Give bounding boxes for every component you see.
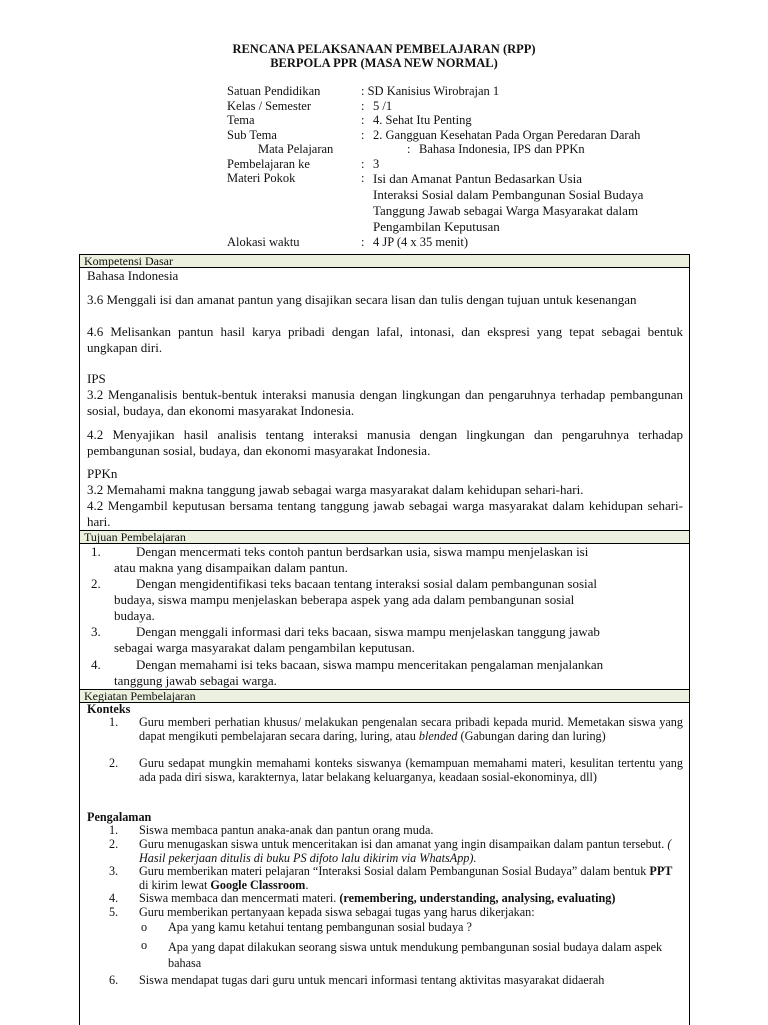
pengalaman-subtext: Apa yang kamu ketahui tentang pembangunan sosial budaya ?	[168, 920, 472, 934]
tujuan-text: Dengan mengidentifikasi teks bacaan tentang interaksi sosial dalam pembangunan sosial	[136, 576, 598, 591]
kelas-colon: :	[361, 98, 365, 113]
title-line-2: BERPOLA PPR (MASA NEW NORMAL)	[270, 56, 498, 70]
materi-colon: :	[361, 171, 365, 185]
pengalaman-num: 2.	[109, 837, 119, 851]
tujuan-num: 2.	[91, 576, 101, 591]
pengalaman-text	[139, 838, 683, 865]
kd-ips-4-2: 4.2 Menyajikan hasil analisis tentang interaksi manusia dengan lingkungan dan pengaruhnya terhadap pembangunan sosial, budaya, dan ekonomi masyarakat Indonesia.	[87, 427, 683, 458]
kd-ips-3-2: 3.2 Menganalisis bentuk-bentuk interaksi manusia dengan lingkungan dan pengaruhnya terhadap pembangunan sosial, budaya, dan ekonomi masyarakat Indonesia.	[87, 387, 683, 418]
subtema-colon: :	[361, 127, 365, 142]
pembelajaran-label: Pembelajaran ke	[227, 156, 310, 171]
konteks-num: 2.	[109, 756, 119, 770]
pengalaman-text-bold: (remembering, understanding, analysing, evaluating)	[339, 891, 616, 905]
tujuan-text: Dengan memahami isi teks bacaan, siswa mampu menceritakan pengalaman menjalankan	[136, 657, 604, 672]
title-line-1: RENCANA PELAKSANAAN PEMBELAJARAN (RPP)	[232, 42, 536, 56]
pengalaman-subtext: Apa yang dapat dilakukan seorang siswa untuk mendukung pembangunan sosial budaya dalam aspek bahasa	[168, 940, 663, 970]
kelas-value: 5 /1	[373, 98, 393, 113]
pengalaman-num: 5.	[109, 905, 119, 919]
satuan-value: : SD Kanisius Wirobrajan 1	[361, 84, 500, 98]
bi-title: Bahasa Indonesia	[87, 268, 179, 283]
tujuan-text: atau makna yang disampaikan dalam pantun.	[114, 560, 348, 575]
kd-ppkn-3-2: 3.2 Memahami makna tanggung jawab sebagai warga masyarakat dalam kehidupan sehari-hari.	[87, 482, 584, 497]
konteks-title: Konteks	[87, 702, 131, 716]
tujuan-header: Tujuan Pembelajaran	[80, 531, 689, 544]
pengalaman-text: Siswa membaca pantun anaka-anak dan pantun orang muda.	[139, 823, 434, 837]
konteks-num: 1.	[109, 715, 119, 729]
kelas-label: Kelas / Semester	[227, 98, 312, 113]
pengalaman-text: Guru memberikan pertanyaan kepada siswa sebagai tugas yang harus dikerjakan:	[139, 905, 535, 919]
tujuan-num: 4.	[91, 657, 101, 672]
mapel-value: Bahasa Indonesia, IPS dan PPKn	[419, 142, 585, 156]
tujuan-num: 3.	[91, 624, 101, 639]
ppkn-title: PPKn	[87, 466, 118, 481]
pengalaman-text	[139, 865, 683, 892]
konteks-text	[139, 716, 683, 743]
konteks-text-italic: blended	[418, 728, 458, 743]
tujuan-text: sebagai warga masyarakat dalam pengambilan keputusan.	[114, 640, 415, 655]
pengalaman-num: 3.	[109, 864, 119, 878]
kegiatan-header: Kegiatan Pembelajaran	[80, 690, 689, 703]
pembelajaran-value: 3	[373, 156, 380, 171]
bullet-icon: o	[141, 920, 148, 934]
satuan-label: Satuan Pendidikan	[227, 84, 321, 98]
pengalaman-text-bold: Google Classroom	[210, 877, 306, 892]
tujuan-text: Dengan menggali informasi dari teks bacaan, siswa mampu menjelaskan tanggung jawab	[136, 624, 600, 639]
alokasi-colon: :	[361, 235, 365, 249]
kd-bi-4-6: 4.6 Melisankan pantun hasil karya pribadi dengan lafal, intonasi, dan ekspresi yang tepat sebagai bentuk ungkapan diri.	[87, 324, 683, 355]
tujuan-text: tanggung jawab sebagai warga.	[114, 673, 277, 688]
kegiatan-body	[87, 703, 683, 1023]
konteks-text-part: Guru memberi perhatian khusus/ melakukan pengenalan secara pribadi kepada murid. Memetakan siswa yang dapat mengikuti pembelajaran secara daring, luring, atau	[139, 715, 683, 743]
pengalaman-num: 1.	[109, 823, 119, 837]
konteks-text: Guru sedapat mungkin memahami konteks siswanya (kemampuan memahami materi, kesulitan tertentu yang ada pada diri siswa, karakternya, latar belakang keluarganya, keadaan sosial-ekonominya, dll)	[139, 756, 683, 784]
pengalaman-text-part: .	[305, 877, 309, 892]
kd-bi-3-6: 3.6 Menggali isi dan amanat pantun yang disajikan secara lisan dan tulis dengan tujuan untuk kesenangan	[87, 292, 637, 307]
pengalaman-text: Siswa mendapat tugas dari guru untuk mencari informasi tentang aktivitas masyarakat didaerah	[139, 973, 605, 987]
tema-value: 4. Sehat Itu Penting	[373, 113, 472, 127]
materi-line: Interaksi Sosial dalam Pembangunan Sosial Budaya	[373, 187, 644, 202]
kd-ppkn-4-2: 4.2 Mengambil keputusan bersama tentang tanggung jawab sebagai warga masyarakat dalam kehidupan sehari-hari.	[87, 498, 683, 529]
tujuan-text: Dengan mencermati teks contoh pantun berdsarkan usia, siswa mampu menjelaskan isi	[136, 544, 589, 559]
pengalaman-num: 6.	[109, 973, 119, 987]
pengalaman-num: 4.	[109, 891, 119, 905]
alokasi-value: 4 JP (4 x 35 menit)	[373, 235, 469, 249]
pengalaman-text-italic: ( Hasil pekerjaan ditulis di buku PS difoto lalu dikirim via WhatsApp).	[139, 837, 672, 865]
konteks-text-part: (Gabungan daring dan luring)	[457, 728, 606, 743]
pengalaman-text-part: Siswa membaca dan mencermati materi.	[139, 891, 340, 905]
alokasi-label: Alokasi waktu	[227, 235, 300, 249]
bullet-icon: o	[141, 938, 148, 952]
materi-line: Isi dan Amanat Pantun Bedasarkan Usia	[373, 171, 583, 186]
pengalaman-text-part: Guru memberikan materi pelajaran “Interaksi Sosial dalam Pembangunan Sosial Budaya” dalam bentuk	[139, 864, 650, 878]
tema-colon: :	[361, 113, 365, 127]
mapel-label: Mata Pelajaran	[258, 142, 334, 156]
tema-label: Tema	[227, 113, 255, 127]
mapel-colon: :	[407, 142, 411, 156]
pengalaman-text-bold: PPT	[649, 864, 673, 878]
pengalaman-text-part: Guru menugaskan siswa untuk menceritakan isi dan amanat yang ingin disampaikan dalam pantun tersebut.	[139, 837, 668, 851]
pengalaman-title: Pengalaman	[87, 810, 152, 824]
materi-label: Materi Pokok	[227, 171, 296, 185]
subtema-label: Sub Tema	[227, 127, 277, 142]
kompetensi-header: Kompetensi Dasar	[80, 255, 689, 268]
tujuan-text: budaya.	[114, 608, 155, 623]
subtema-value: 2. Gangguan Kesehatan Pada Organ Peredaran Darah	[373, 127, 641, 142]
pembelajaran-colon: :	[361, 156, 365, 171]
materi-line: Pengambilan Keputusan	[373, 219, 500, 234]
ips-title: IPS	[87, 371, 106, 386]
tujuan-text: budaya, siswa mampu menjelaskan beberapa aspek yang ada dalam pembangunan sosial	[114, 592, 575, 607]
materi-value	[373, 171, 643, 235]
materi-line: Tanggung Jawab sebagai Warga Masyarakat dalam	[373, 203, 639, 218]
rpp-table	[79, 254, 690, 1025]
pengalaman-text	[139, 892, 683, 906]
tujuan-num: 1.	[91, 544, 101, 559]
pengalaman-text-part: di kirim lewat	[139, 877, 211, 892]
